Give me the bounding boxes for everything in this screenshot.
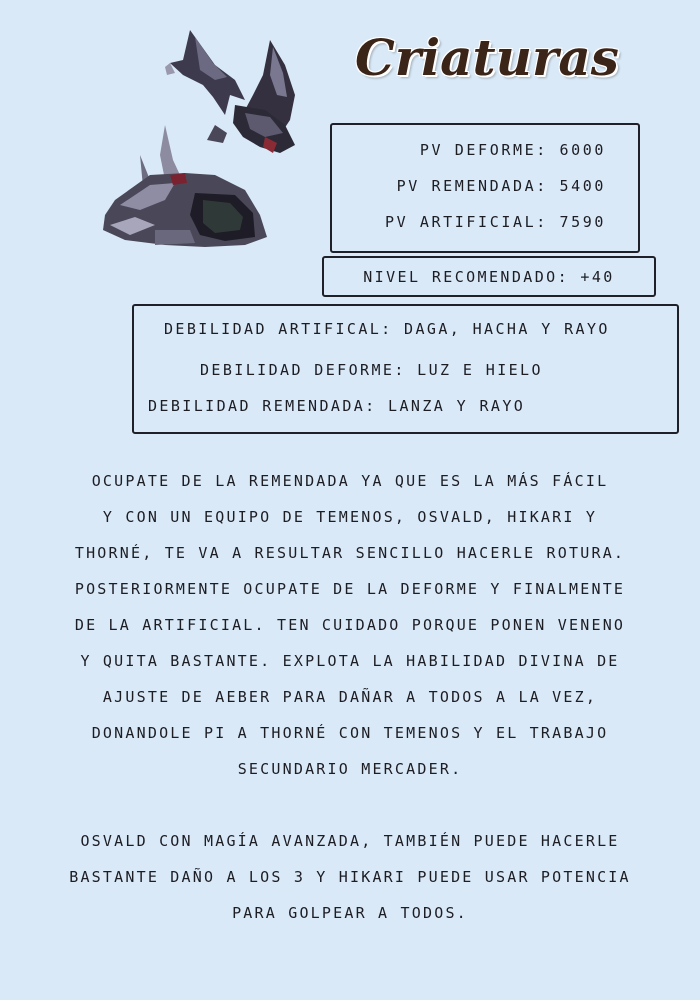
paragraph-line: DONANDOLE PI A THORNÉ CON TEMENOS Y EL TRABAJO [91, 724, 609, 742]
paragraph-line: POSTERIORMENTE OCUPATE DE LA DEFORME Y FINALMENTE [74, 580, 626, 598]
paragraph-line: THORNÉ, TE VA A RESULTAR SENCILLO HACERLE ROTURA. [74, 544, 626, 562]
paragraph-line: Y QUITA BASTANTE. EXPLOTA LA HABILIDAD DIVINA DE [80, 652, 620, 670]
paragraph-line: DE LA ARTIFICIAL. TEN CUIDADO PORQUE PONEN VENENO [74, 616, 626, 634]
strategy-paragraph-2 [8, 823, 692, 931]
weakness-deforme: DEBILIDAD DEFORME: LUZ E HIELO [200, 361, 543, 379]
flying-creature-icon [165, 30, 295, 153]
paragraph-line: PARA GOLPEAR A TODOS. [232, 904, 468, 922]
level-box [322, 256, 656, 297]
rock-creature-icon [103, 125, 267, 247]
paragraph-line: OSVALD CON MAGÍA AVANZADA, TAMBIÉN PUEDE HACERLE [80, 832, 620, 850]
recommended-level: NIVEL RECOMENDADO: +40 [363, 267, 615, 286]
paragraph-line: SECUNDARIO MERCADER. [237, 760, 463, 778]
weakness-box [132, 304, 679, 434]
hp-deforme: PV DEFORME: 6000 [419, 141, 606, 159]
creature-sprite-icon [95, 25, 310, 250]
paragraph-line: BASTANTE DAÑO A LOS 3 Y HIKARI PUEDE USAR POTENCIA [69, 868, 631, 886]
hp-artificial: PV ARTIFICIAL: 7590 [385, 213, 606, 231]
page-title: Criaturas [355, 28, 619, 87]
paragraph-line: Y CON UN EQUIPO DE TEMENOS, OSVALD, HIKARI Y [102, 508, 598, 526]
weakness-artificial: DEBILIDAD ARTIFICAL: DAGA, HACHA Y RAYO [164, 320, 610, 338]
weakness-remendada: DEBILIDAD REMENDADA: LANZA Y RAYO [148, 397, 526, 415]
hp-stats-box [330, 123, 640, 253]
strategy-paragraph-1 [8, 463, 692, 787]
paragraph-line: OCUPATE DE LA REMENDADA YA QUE ES LA MÁS FÁCIL [91, 472, 609, 490]
hp-remendada: PV REMENDADA: 5400 [396, 177, 606, 195]
paragraph-line: AJUSTE DE AEBER PARA DAÑAR A TODOS A LA VEZ, [102, 688, 598, 706]
